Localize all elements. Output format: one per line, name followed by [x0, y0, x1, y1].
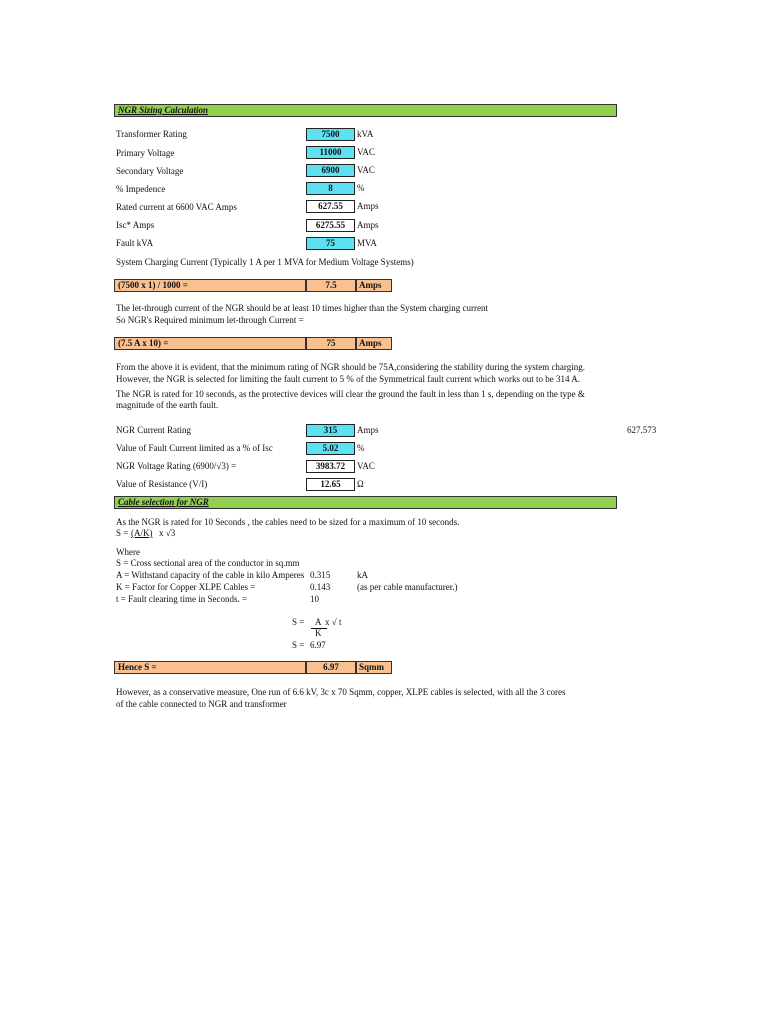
result-s-value: 6.97: [310, 640, 326, 650]
rated-current-value: 627.55: [306, 200, 355, 213]
calc1-label: (7500 x 1) / 1000 =: [114, 279, 306, 292]
fault-percent-value: 5.02: [306, 442, 355, 455]
row-label: NGR Current Rating: [116, 425, 191, 435]
row-unit: VAC: [357, 165, 375, 175]
fault-kva-value: 75: [306, 237, 355, 250]
hence-label: Hence S =: [114, 661, 306, 674]
calc2-value: 75: [306, 337, 356, 350]
row-unit: VAC: [357, 147, 375, 157]
row-label: Secondary Voltage: [116, 166, 184, 176]
def-t-value: 10: [310, 594, 319, 604]
def-a-unit: kA: [357, 570, 368, 580]
def-a: A = Withstand capacity of the cable in kilo Amperes: [116, 570, 305, 580]
para1-line2: However, the NGR is selected for limiting the fault current to 5 % of the Symmetrical fault current which works out to be 314 A.: [116, 374, 581, 384]
calc2-unit: Amps: [356, 337, 392, 350]
row-label: Isc* Amps: [116, 220, 155, 230]
result-s-label: S =: [292, 640, 305, 650]
calc1-unit: Amps: [356, 279, 392, 292]
para1-line1: From the above it is evident, that the minimum rating of NGR should be 75A,considering the stability during the system charging.: [116, 362, 586, 372]
def-k-value: 0.143: [310, 582, 331, 592]
hence-value: 6.97: [306, 661, 356, 674]
row-label: Transformer Rating: [116, 129, 187, 139]
frac-denominator: K: [315, 628, 322, 638]
row-unit: %: [357, 443, 365, 453]
primary-voltage-value: 11000: [306, 146, 355, 159]
formula-s: S =: [116, 528, 129, 538]
cable-intro: As the NGR is rated for 10 Seconds , the cables need to be sized for a maximum of 10 seconds.: [116, 517, 460, 527]
cable-selection-title: Cable selection for NGR: [114, 496, 617, 509]
hence-unit: Sqmm: [356, 661, 392, 674]
final-line2: of the cable connected to NGR and transformer: [116, 699, 287, 709]
row-label: NGR Voltage Rating (6900/√3) =: [116, 461, 237, 471]
final-line1: However, as a conservative measure, One run of 6.6 kV, 3c x 70 Sqmm, copper, XLPE cables is selected, with all the 3 cores: [116, 687, 566, 697]
frac-numerator-a: A: [315, 617, 322, 627]
letthrough-line2: So NGR's Required minimum let-through Current =: [116, 315, 304, 325]
row-label: % Impedence: [116, 184, 166, 194]
formula-rest: x √3: [159, 528, 176, 538]
ngr-sizing-title: NGR Sizing Calculation: [114, 104, 617, 117]
impedance-value: 8: [306, 182, 355, 195]
secondary-voltage-value: 6900: [306, 164, 355, 177]
row-unit: Amps: [357, 425, 379, 435]
side-value: 627.573: [627, 425, 657, 435]
def-k: K = Factor for Copper XLPE Cables =: [116, 582, 256, 592]
row-label: Rated current at 6600 VAC Amps: [116, 202, 237, 212]
ngr-voltage-value: 3983.72: [306, 460, 355, 473]
formula-ak: (A/K): [131, 528, 153, 538]
ngr-current-rating-value: 315: [306, 424, 355, 437]
charging-note: System Charging Current (Typically 1 A per 1 MVA for Medium Voltage Systems): [116, 257, 414, 267]
def-k-note: (as per cable manufacturer.): [357, 582, 458, 592]
row-unit: Amps: [357, 201, 379, 211]
calc1-value: 7.5: [306, 279, 356, 292]
def-a-value: 0.315: [310, 570, 331, 580]
row-unit: Amps: [357, 220, 379, 230]
row-unit: kVA: [357, 129, 374, 139]
def-t: t = Fault clearing time in Seconds. =: [116, 594, 248, 604]
letthrough-line1: The let-through current of the NGR should be at least 10 times higher than the System charging current: [116, 303, 488, 313]
calc2-label: (7.5 A x 10) =: [114, 337, 306, 350]
frac-numerator-rest: x √ t: [325, 617, 342, 627]
row-unit: %: [357, 183, 365, 193]
row-unit: MVA: [357, 238, 377, 248]
frac-s-label: S =: [292, 617, 305, 627]
para2-line2: magnitude of the earth fault.: [116, 400, 219, 410]
row-label: Value of Resistance (V/I): [116, 479, 208, 489]
row-unit: VAC: [357, 461, 375, 471]
row-unit: Ω: [357, 479, 364, 489]
row-label: Fault kVA: [116, 238, 154, 248]
para2-line1: The NGR is rated for 10 seconds, as the protective devices will clear the ground the fault in less than 1 s, depending on the type &: [116, 389, 585, 399]
resistance-value: 12.65: [306, 478, 355, 491]
isc-value: 6275.55: [306, 219, 355, 232]
where-label: Where: [116, 547, 140, 557]
def-s: S = Cross sectional area of the conductor in sq.mm: [116, 558, 300, 568]
row-label: Primary Voltage: [116, 148, 175, 158]
transformer-rating-value: 7500: [306, 128, 355, 141]
row-label: Value of Fault Current limited as a % of Isc: [116, 443, 273, 453]
